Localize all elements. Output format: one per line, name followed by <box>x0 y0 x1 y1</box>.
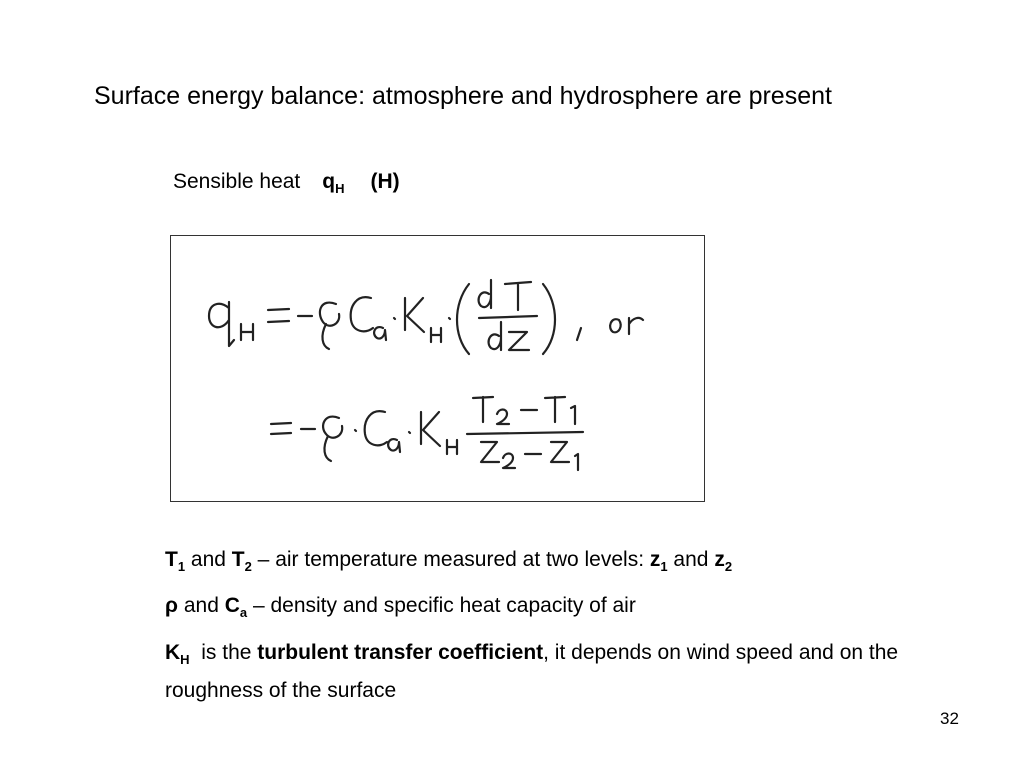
symbol-rho: ρ <box>165 594 178 618</box>
symbol-kh <box>165 641 190 668</box>
z2-letter: z <box>714 548 725 571</box>
ca-letter: C <box>224 594 240 618</box>
symbol-t2 <box>231 548 252 575</box>
definition-density <box>165 592 965 627</box>
definition-temperature <box>165 546 965 581</box>
kh-letter: K <box>165 641 181 665</box>
t1-sub: 1 <box>177 559 186 575</box>
t2-letter: T <box>231 548 245 571</box>
temperature-text: – air temperature measured at two levels: <box>251 548 650 571</box>
symbol-t1 <box>165 548 186 575</box>
term-turbulent-transfer-coefficient: turbulent transfer coefficient <box>257 641 544 665</box>
and-text-2: and <box>667 548 715 571</box>
z1-letter: z <box>649 548 661 571</box>
symbol-z2 <box>714 548 733 575</box>
and-text-3: and <box>178 594 225 618</box>
symbol-h-paren: (H) <box>370 170 400 193</box>
symbol-q: q <box>322 170 336 193</box>
subhead-label: Sensible heat <box>173 170 301 193</box>
definitions <box>165 546 965 717</box>
subheading <box>173 170 400 196</box>
equation-line-1 <box>209 280 643 354</box>
and-text-1: and <box>185 548 232 571</box>
kh-sub: H <box>180 652 190 668</box>
t1-letter: T <box>165 548 178 571</box>
slide-title: Surface energy balance: atmosphere and hydrosphere are present <box>94 82 832 110</box>
z1-sub: 1 <box>660 559 668 575</box>
ca-sub: a <box>239 605 248 621</box>
density-text: – density and specific heat capacity of air <box>247 594 636 618</box>
equation-line-2 <box>271 397 583 470</box>
kh-description: , it depends on wind speed and on the roughness of the surface <box>165 641 899 702</box>
definition-kh <box>165 638 965 705</box>
symbol-z1 <box>649 548 668 575</box>
z2-sub: 2 <box>724 559 733 575</box>
symbol-sub-h: H <box>335 181 345 197</box>
t2-sub: 2 <box>244 559 252 575</box>
handwritten-equation <box>171 236 706 503</box>
symbol-qh <box>322 170 345 197</box>
handwritten-equation-box <box>170 235 705 502</box>
page-number: 32 <box>940 709 959 728</box>
is-the-text: is the <box>189 641 258 665</box>
symbol-ca <box>224 594 248 621</box>
